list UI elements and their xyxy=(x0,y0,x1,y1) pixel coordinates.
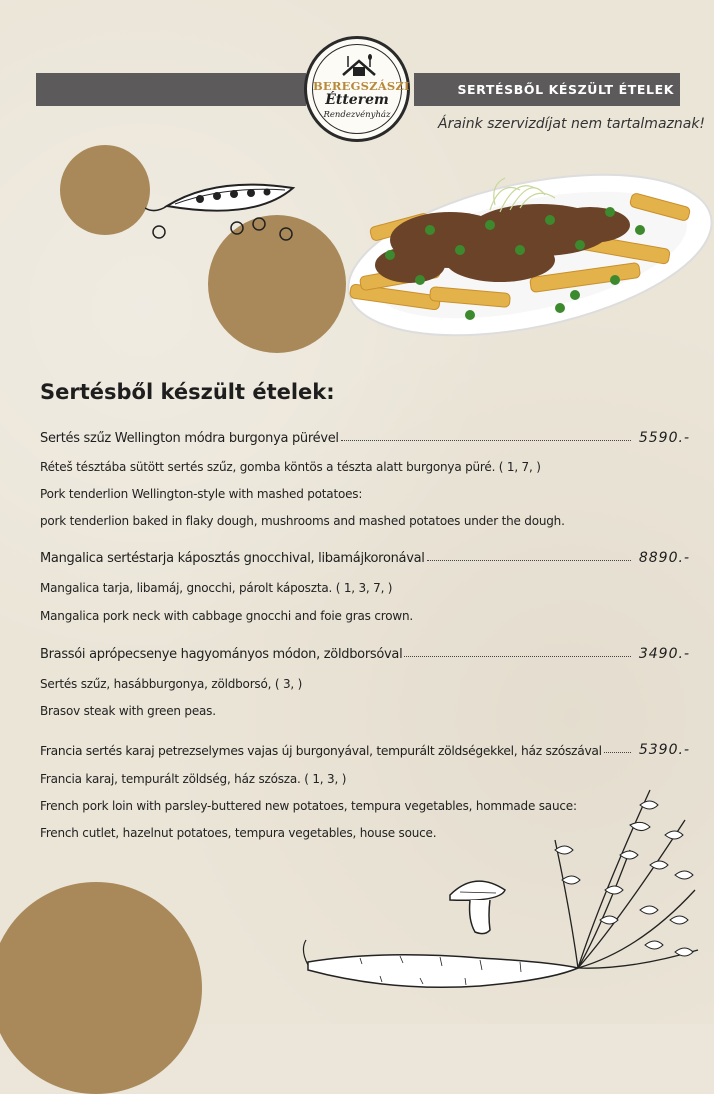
item-description: Réteš tésztába sütött sertés szűz, gomba köntös a tészta alatt burgonya püré. ( 1, 7, ) xyxy=(40,460,541,474)
item-name: Sertés szűz Wellington módra burgonya pürével xyxy=(40,431,339,446)
item-description: Mangalica tarja, libamáj, gnocchi, párolt káposzta. ( 1, 3, 7, ) xyxy=(40,581,393,595)
item-description: French cutlet, hazelnut potatoes, tempura vegetables, house souce. xyxy=(40,826,437,840)
menu-item xyxy=(40,736,690,758)
item-description: Sertés szűz, hasábburgonya, zöldborsó, ( 3, ) xyxy=(40,677,303,691)
item-description: Mangalica pork neck with cabbage gnocchi and foie gras crown. xyxy=(40,609,413,623)
item-description: Pork tenderlion Wellington-style with mashed potatoes: xyxy=(40,487,363,501)
carrot-icon xyxy=(300,780,700,1010)
item-description: pork tenderlion baked in flaky dough, mushrooms and mashed potatoes under the dough. xyxy=(40,514,565,528)
restaurant-logo xyxy=(304,36,410,142)
item-price: 5590.- xyxy=(638,430,690,446)
mushroom-icon xyxy=(450,881,505,933)
item-description: Brasov steak with green peas. xyxy=(40,704,216,718)
item-price: 5390.- xyxy=(638,742,690,758)
item-price: 3490.- xyxy=(638,646,690,662)
logo-name: BEREGSZÁSZI xyxy=(313,79,410,93)
menu-item xyxy=(40,424,690,446)
decor-circle-bottom xyxy=(0,882,202,1094)
decor-circle-small xyxy=(60,145,150,235)
item-name: Brassói aprópecsenye hagyományos módon, zöldborsóval xyxy=(40,647,403,662)
logo-etterem: Étterem xyxy=(325,92,389,108)
item-description: French pork loin with parsley-buttered new potatoes, tempura vegetables, hommade sauce: xyxy=(40,799,577,813)
pea-pod-icon xyxy=(145,176,300,246)
item-price: 8890.- xyxy=(638,550,690,566)
service-charge-note: Áraink szervizdíjat nem tartalmaznak! xyxy=(438,116,706,132)
menu-item xyxy=(40,544,690,566)
header-bar-left xyxy=(36,73,306,106)
header-title: SERTÉSBŐL KÉSZÜLT ÉTELEK xyxy=(457,82,674,97)
header-bar-right xyxy=(414,73,680,106)
chef-roof-icon xyxy=(339,53,379,79)
item-description: Francia karaj, tempurált zöldség, ház szósza. ( 1, 3, ) xyxy=(40,772,347,786)
item-name: Mangalica sertéstarja káposztás gnocchival, libamájkoronával xyxy=(40,551,425,566)
section-title: Sertésből készült ételek: xyxy=(40,380,335,404)
logo-subtitle: Rendezvényház xyxy=(323,110,391,120)
menu-item xyxy=(40,640,690,662)
food-plate-image xyxy=(330,150,714,350)
item-name: Francia sertés karaj petrezselymes vajas új burgonyával, tempurált zöldségekkel, ház szószával xyxy=(40,744,602,758)
